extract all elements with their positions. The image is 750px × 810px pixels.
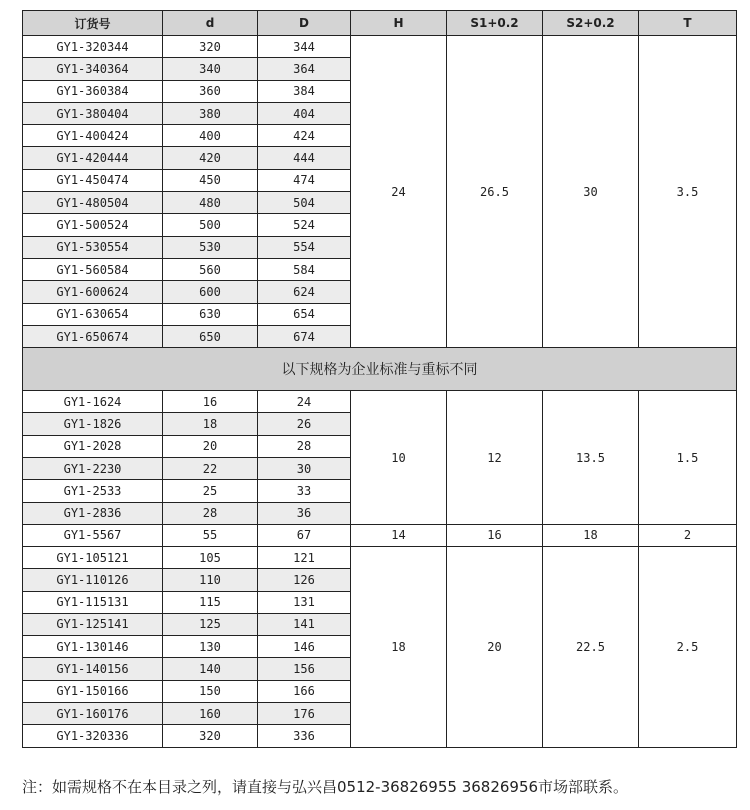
header-d: d (163, 11, 258, 36)
spec-table (22, 10, 737, 748)
D-cell: 674 (258, 325, 351, 347)
D-cell: 584 (258, 258, 351, 280)
D-cell: 364 (258, 58, 351, 80)
d-cell: 115 (163, 591, 258, 613)
order-code-cell: GY1-420444 (23, 147, 163, 169)
order-code-cell: GY1-105121 (23, 546, 163, 568)
single-d-cell: 55 (163, 524, 258, 546)
D-cell: 554 (258, 236, 351, 258)
d-cell: 340 (163, 58, 258, 80)
d-cell: 125 (163, 613, 258, 635)
single-H-cell: 14 (351, 524, 447, 546)
note-text: 以下规格为企业标准与重标不同 (23, 348, 737, 391)
header-H: H (351, 11, 447, 36)
order-code-cell: GY1-320344 (23, 36, 163, 58)
D-cell: 504 (258, 192, 351, 214)
order-code-cell: GY1-560584 (23, 258, 163, 280)
order-code-cell: GY1-380404 (23, 102, 163, 124)
D-cell: 121 (258, 546, 351, 568)
d-cell: 28 (163, 502, 258, 524)
order-code-cell: GY1-2230 (23, 458, 163, 480)
d-cell: 560 (163, 258, 258, 280)
D-cell: 654 (258, 303, 351, 325)
order-code-cell: GY1-2533 (23, 480, 163, 502)
d-cell: 25 (163, 480, 258, 502)
header-code: 订货号 (23, 11, 163, 36)
order-code-cell: GY1-500524 (23, 214, 163, 236)
D-cell: 141 (258, 613, 351, 635)
d-cell: 16 (163, 391, 258, 413)
S2-cell: 13.5 (543, 391, 639, 525)
D-cell: 26 (258, 413, 351, 435)
order-code-cell: GY1-140156 (23, 658, 163, 680)
d-cell: 105 (163, 546, 258, 568)
D-cell: 146 (258, 636, 351, 658)
single-code-cell: GY1-5567 (23, 524, 163, 546)
order-code-cell: GY1-340364 (23, 58, 163, 80)
D-cell: 424 (258, 125, 351, 147)
d-cell: 530 (163, 236, 258, 258)
D-cell: 30 (258, 458, 351, 480)
d-cell: 420 (163, 147, 258, 169)
d-cell: 400 (163, 125, 258, 147)
D-cell: 131 (258, 591, 351, 613)
D-cell: 524 (258, 214, 351, 236)
header-row (23, 11, 737, 36)
d-cell: 650 (163, 325, 258, 347)
D-cell: 176 (258, 703, 351, 725)
H-cell: 24 (351, 36, 447, 348)
D-cell: 36 (258, 502, 351, 524)
S2-cell: 30 (543, 36, 639, 348)
d-cell: 18 (163, 413, 258, 435)
d-cell: 600 (163, 281, 258, 303)
single-D-cell: 67 (258, 524, 351, 546)
D-cell: 156 (258, 658, 351, 680)
order-code-cell: GY1-600624 (23, 281, 163, 303)
order-code-cell: GY1-1624 (23, 391, 163, 413)
order-code-cell: GY1-150166 (23, 680, 163, 702)
D-cell: 444 (258, 147, 351, 169)
H-cell: 10 (351, 391, 447, 525)
D-cell: 166 (258, 680, 351, 702)
header-T: T (639, 11, 737, 36)
order-code-cell: GY1-2028 (23, 435, 163, 457)
order-code-cell: GY1-320336 (23, 725, 163, 747)
S1-cell: 26.5 (447, 36, 543, 348)
d-cell: 630 (163, 303, 258, 325)
D-cell: 624 (258, 281, 351, 303)
d-cell: 22 (163, 458, 258, 480)
D-cell: 336 (258, 725, 351, 747)
D-cell: 24 (258, 391, 351, 413)
order-code-cell: GY1-650674 (23, 325, 163, 347)
d-cell: 130 (163, 636, 258, 658)
order-code-cell: GY1-400424 (23, 125, 163, 147)
S1-cell: 12 (447, 391, 543, 525)
order-code-cell: GY1-360384 (23, 80, 163, 102)
d-cell: 500 (163, 214, 258, 236)
T-cell: 2.5 (639, 546, 737, 747)
footer-note: 注：如需规格不在本目录之列，请直接与弘兴昌0512-36826955 36826956市场部联系。 (22, 778, 629, 796)
d-cell: 20 (163, 435, 258, 457)
header-D: D (258, 11, 351, 36)
order-code-cell: GY1-630654 (23, 303, 163, 325)
T-cell: 1.5 (639, 391, 737, 525)
S2-cell: 22.5 (543, 546, 639, 747)
d-cell: 480 (163, 192, 258, 214)
D-cell: 28 (258, 435, 351, 457)
order-code-cell: GY1-1826 (23, 413, 163, 435)
d-cell: 380 (163, 102, 258, 124)
order-code-cell: GY1-480504 (23, 192, 163, 214)
order-code-cell: GY1-115131 (23, 591, 163, 613)
header-S1: S1+0.2 (447, 11, 543, 36)
S1-cell: 20 (447, 546, 543, 747)
d-cell: 140 (163, 658, 258, 680)
order-code-cell: GY1-2836 (23, 502, 163, 524)
D-cell: 474 (258, 169, 351, 191)
D-cell: 404 (258, 102, 351, 124)
order-code-cell: GY1-130146 (23, 636, 163, 658)
D-cell: 384 (258, 80, 351, 102)
table-row (23, 391, 737, 413)
order-code-cell: GY1-160176 (23, 703, 163, 725)
D-cell: 344 (258, 36, 351, 58)
d-cell: 110 (163, 569, 258, 591)
table-row (23, 546, 737, 568)
d-cell: 320 (163, 725, 258, 747)
header-S2: S2+0.2 (543, 11, 639, 36)
table-row (23, 524, 737, 546)
H-cell: 18 (351, 546, 447, 747)
d-cell: 450 (163, 169, 258, 191)
d-cell: 320 (163, 36, 258, 58)
order-code-cell: GY1-450474 (23, 169, 163, 191)
note-row (23, 348, 737, 391)
single-S1-cell: 16 (447, 524, 543, 546)
d-cell: 150 (163, 680, 258, 702)
D-cell: 33 (258, 480, 351, 502)
order-code-cell: GY1-125141 (23, 613, 163, 635)
single-S2-cell: 18 (543, 524, 639, 546)
table-row (23, 36, 737, 58)
order-code-cell: GY1-530554 (23, 236, 163, 258)
D-cell: 126 (258, 569, 351, 591)
d-cell: 360 (163, 80, 258, 102)
single-T-cell: 2 (639, 524, 737, 546)
order-code-cell: GY1-110126 (23, 569, 163, 591)
d-cell: 160 (163, 703, 258, 725)
T-cell: 3.5 (639, 36, 737, 348)
